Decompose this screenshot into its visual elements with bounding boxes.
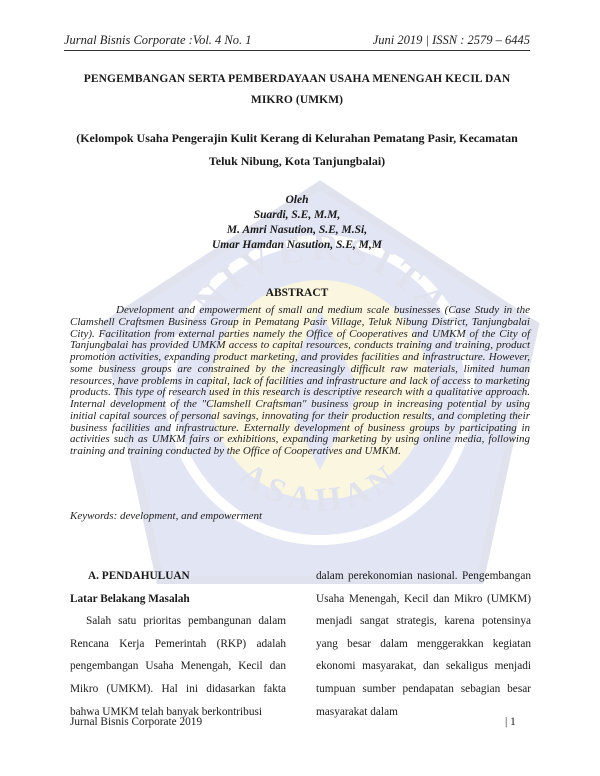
abstract-body: Development and empowerment of small and medium scale businesses (Case Study in the Clamshell Craftsmen Business Group in Pematang Pasir Village, Teluk Nibung District, Tanjungbalai City). Facilitation from external parties namely the Office of Cooperatives and UMKM of the City of Tanjungbalai has provided UMKM access to capital resources, conducts training and training, product promotion activities, expanding product marketing, and provides facilities and infrastructure. However, some business groups are constrained by the increasingly difficult raw materials, limited human resources, have problems in capital, lack of facilities and infrastructure and lack of access to marketing products. This type of research used in this research is descriptive research with a qualitative approach. Internal development of the "Clamshell Craftsman" business group in increasing potential by using initial capital sources of personal savings, innovating for their production results, and completing their business facilities and infrastructure. Externally development of business groups by participating in activities such as UMKM fairs or exhibitions, expanding marketing by using online media, following training and training conducted by the Office of Cooperatives and UMKM. — [70, 304, 530, 457]
abstract-heading: ABSTRACT — [265, 287, 329, 299]
author-2: M. Amri Nasution, S.E, M.Si, — [226, 224, 368, 236]
body-column-right — [316, 565, 531, 723]
paper-subtitle: (Kelompok Usaha Pengerajin Kulit Kerang di Kelurahan Pematang Pasir, Kecamatan Teluk Nibung, Kota Tanjungbalai) — [76, 131, 518, 168]
running-header — [64, 33, 530, 51]
footer-page-number: | 1 — [505, 716, 516, 728]
footer-journal: Jurnal Bisnis Corporate 2019 — [70, 716, 203, 728]
paper-title: PENGEMBANGAN SERTA PEMBERDAYAAN USAHA MENENGAH KECIL DAN MIKRO (UMKM) — [83, 73, 511, 106]
body-paragraph-right: dalam perekonomian nasional. Pengembangan Usaha Menengah, Kecil dan Mikro (UMKM) menjadi sangat strategis, karena potensinya yang besar dalam menggerakkan kegiatan ekonomi masyarakat, dan sekaligus menjadi tumpuan sumber pendapatan sebagian besar masyarakat dalam — [316, 570, 531, 718]
seal-text-bottom: ASAHAN — [233, 455, 407, 520]
keywords: Keywords: development, and empowerment — [70, 510, 263, 522]
byline-label: Oleh — [285, 194, 309, 206]
body-column-left — [70, 565, 286, 723]
header-issue: Juni 2019 | ISSN : 2579 – 6445 — [372, 33, 530, 47]
header-rule — [64, 50, 530, 51]
body-paragraph-left: Salah satu prioritas pembangunan dalam Rencana Kerja Pemerintah (RKP) adalah pengembangan Usaha Menengah, Kecil dan Mikro (UMKM). Hal ini didasarkan fakta bahwa UMKM telah banyak berkontribusi — [70, 615, 286, 718]
author-1: Suardi, S.E, M.M, — [253, 209, 341, 221]
subsection-heading: Latar Belakang Masalah — [70, 592, 190, 605]
author-3: Umar Hamdan Nasution, S.E, M,M — [212, 239, 382, 251]
seal-text-top: UNIVERSITAS — [166, 226, 474, 352]
byline — [64, 193, 530, 253]
header-journal: Jurnal Bisnis Corporate :Vol. 4 No. 1 — [64, 33, 252, 47]
section-heading: A. PENDAHULUAN — [88, 570, 190, 582]
